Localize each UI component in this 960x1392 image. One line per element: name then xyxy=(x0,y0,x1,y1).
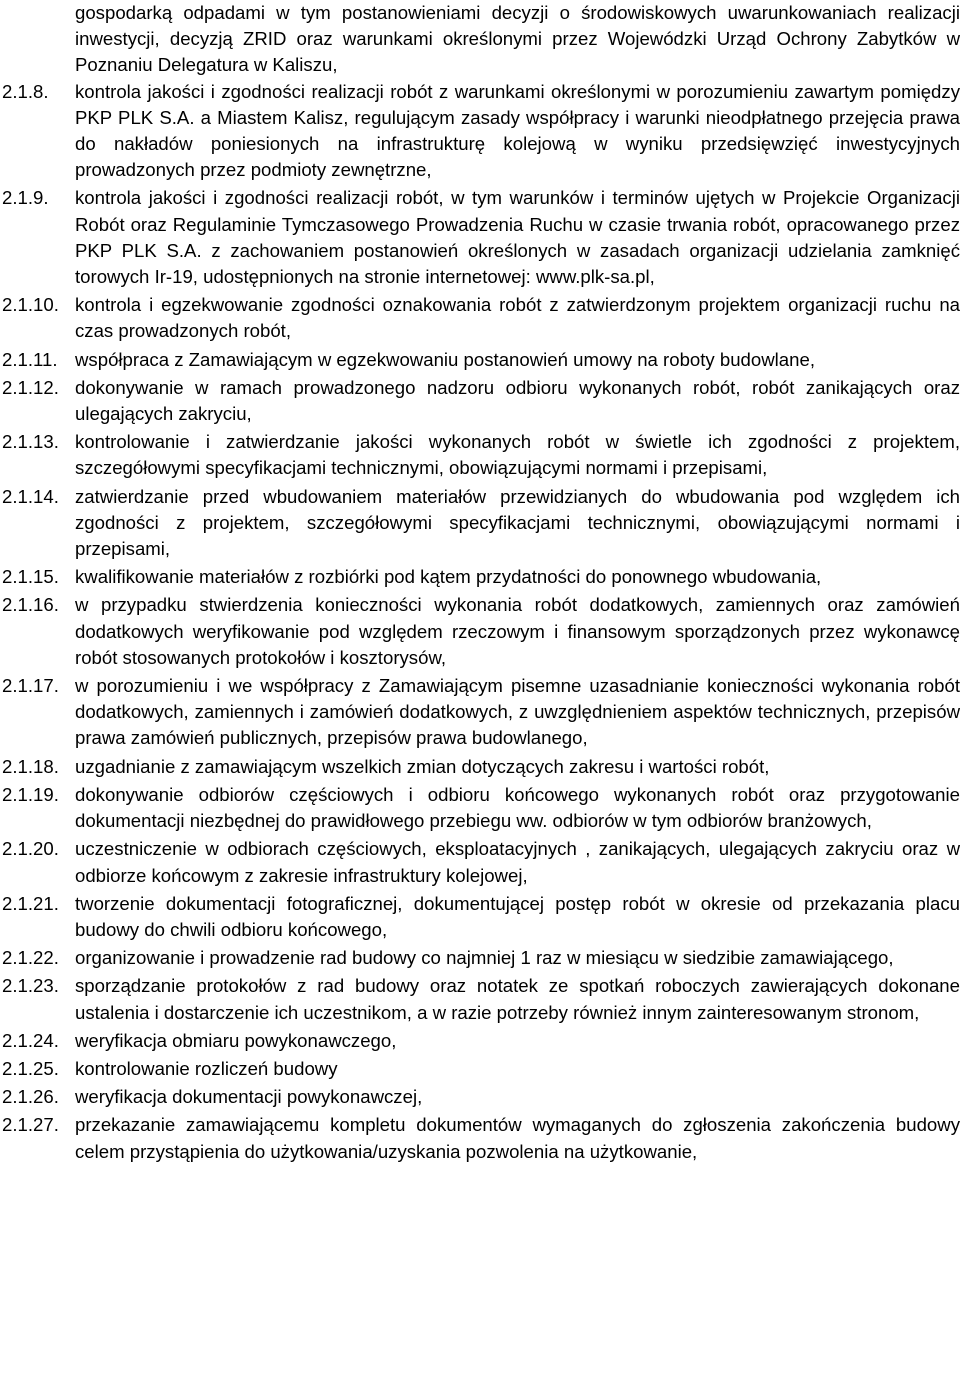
list-item xyxy=(2,592,960,671)
list-item-number: 2.1.16. xyxy=(2,594,59,616)
list-item-number: 2.1.22. xyxy=(2,947,59,969)
list-item-number: 2.1.11. xyxy=(2,348,58,370)
list-item-text: przekazanie zamawiającemu kompletu dokumentów wymaganych do zgłoszenia zakończenia budowy celem przystąpienia do użytkowania/uzyskania pozwolenia na użytkowanie, xyxy=(75,1114,960,1162)
list-item xyxy=(2,782,960,834)
list-item-text: organizowanie i prowadzenie rad budowy co najmniej 1 raz w miesiącu w siedzibie zamawiającego, xyxy=(75,947,894,969)
list-item-text: uczestniczenie w odbiorach częściowych, eksploatacyjnych , zanikających, ulegających zakryciu oraz w odbiorze końcowym z zakresie infrastruktury kolejowej, xyxy=(75,838,960,886)
list-item-text: kontrola i egzekwowanie zgodności oznakowania robót z zatwierdzonym projektem organizacji ruchu na czas prowadzonych robót, xyxy=(75,294,960,342)
list-item-text: weryfikacja dokumentacji powykonawczej, xyxy=(75,1086,423,1108)
list-item xyxy=(2,292,960,344)
list-item xyxy=(2,836,960,888)
list-item xyxy=(2,945,960,971)
list-item-text: w porozumieniu i we współpracy z Zamawiającym pisemne uzasadnianie konieczności wykonania robót dodatkowych, zamiennych i zamówień dodatkowych, z uwzględnieniem aspektów technicznych, przepisów prawa zamówień publicznych, przepisów prawa budowlanego, xyxy=(75,675,960,749)
list-item-text: tworzenie dokumentacji fotograficznej, dokumentującej postęp robót w okresie od przekazania placu budowy do chwili odbioru końcowego, xyxy=(75,892,960,940)
list-item xyxy=(2,973,960,1025)
list-item xyxy=(2,484,960,563)
list-item-text: w przypadku stwierdzenia konieczności wykonania robót dodatkowych, zamiennych oraz zamówień dodatkowych weryfikowanie pod względem rzeczowym i finansowym sporządzonych przez wykonawcę robót stosowanych protokołów i kosztorysów, xyxy=(75,594,960,668)
list-item xyxy=(2,1084,960,1110)
list-item-number: 2.1.24. xyxy=(2,1029,59,1051)
list-item-text: współpraca z Zamawiającym w egzekwowaniu postanowień umowy na roboty budowlane, xyxy=(75,348,815,370)
list-item xyxy=(2,429,960,481)
list-item-number: 2.1.20. xyxy=(2,838,59,860)
list-item xyxy=(2,754,960,780)
list-item-text: kontrola jakości i zgodności realizacji robót z warunkami określonymi w porozumieniu zawartym pomiędzy PKP PLK S.A. a Miastem Kalisz, regulującym zasady współpracy i warunki nieodpłatnego przejęcia prawa do nakładów poniesionych na infrastrukturę kolejową w wyniku przedsięwzięć inwestycyjnych prowadzonych przez podmioty zewnętrzne, xyxy=(75,80,960,181)
list-item-number: 2.1.9. xyxy=(2,187,49,209)
list-item-number: 2.1.12. xyxy=(2,376,59,398)
list-item-text: kontrolowanie i zatwierdzanie jakości wykonanych robót w świetle ich zgodności z projektem, szczegółowymi specyfikacjami technicznymi, obowiązującymi normami i przepisami, xyxy=(75,431,960,479)
list-item-number: 2.1.17. xyxy=(2,675,59,697)
list-item-text: kontrola jakości i zgodności realizacji robót, w tym warunków i terminów ujętych w Projekcie Organizacji Robót oraz Regulaminie Tymczasowego Prowadzenia Ruchu w czasie trwania robót, opracowanego przez PKP PLK S.A. z zachowaniem postanowień określonych w zasadach organizacji udzielania zamknięć torowych Ir-19, udostępnionych na stronie internetowej: www.plk-sa.pl, xyxy=(75,187,960,288)
list-item-text: weryfikacja obmiaru powykonawczego, xyxy=(75,1029,397,1051)
list-item-number: 2.1.18. xyxy=(2,755,59,777)
list-item-text: kwalifikowanie materiałów z rozbiórki pod kątem przydatności do ponownego wbudowania, xyxy=(75,566,822,588)
list-item-text: kontrolowanie rozliczeń budowy xyxy=(75,1057,338,1079)
list-item xyxy=(2,185,960,290)
list-item-number: 2.1.8. xyxy=(2,80,49,102)
list-item-text: zatwierdzanie przed wbudowaniem materiałów przewidzianych do wbudowania pod względem ich zgodności z projektem, szczegółowymi specyfikacjami technicznymi, obowiązującymi normami i przepisami, xyxy=(75,485,960,560)
list-item xyxy=(2,1056,960,1082)
list-item-number: 2.1.23. xyxy=(2,975,59,997)
numbered-list xyxy=(2,79,960,1165)
list-item-number: 2.1.21. xyxy=(2,892,59,914)
list-item-text: dokonywanie w ramach prowadzonego nadzoru odbioru wykonanych robót, robót zanikających oraz ulegających zakryciu, xyxy=(75,376,960,425)
list-item xyxy=(2,564,960,590)
list-item xyxy=(2,673,960,752)
list-item xyxy=(2,347,960,373)
list-item-number: 2.1.13. xyxy=(2,431,59,453)
list-item xyxy=(2,1028,960,1054)
list-item-number: 2.1.15. xyxy=(2,566,59,588)
list-item xyxy=(2,79,960,184)
list-item-number: 2.1.10. xyxy=(2,294,59,316)
list-item xyxy=(2,891,960,943)
list-item-number: 2.1.26. xyxy=(2,1086,59,1108)
list-item xyxy=(2,375,960,427)
list-item-text: uzgadnianie z zamawiającym wszelkich zmian dotyczących zakresu i wartości robót, xyxy=(75,755,770,777)
list-item-text: dokonywanie odbiorów częściowych i odbioru końcowego wykonanych robót oraz przygotowanie dokumentacji niezbędnej do prawidłowego przebiegu ww. odbiorów w tym odbiorów branżowych, xyxy=(75,783,960,832)
continuation-paragraph: gospodarką odpadami w tym postanowieniami decyzji o środowiskowych uwarunkowaniach realizacji inwestycji, decyzją ZRID oraz warunkami określonymi przez Wojewódzki Urząd Ochrony Zabytków w Poznaniu Delegatura w Kaliszu, xyxy=(75,2,960,76)
list-item-number: 2.1.25. xyxy=(2,1057,59,1079)
list-item-number: 2.1.27. xyxy=(2,1114,59,1136)
list-item xyxy=(2,1112,960,1164)
list-item-number: 2.1.14. xyxy=(2,485,59,507)
list-item-number: 2.1.19. xyxy=(2,783,59,805)
list-item-text: sporządzanie protokołów z rad budowy oraz notatek ze spotkań roboczych zawierających dokonane ustalenia i dostarczenie ich uczestnikom, a w razie potrzeby również innym zainteresowanym stronom, xyxy=(75,975,960,1023)
